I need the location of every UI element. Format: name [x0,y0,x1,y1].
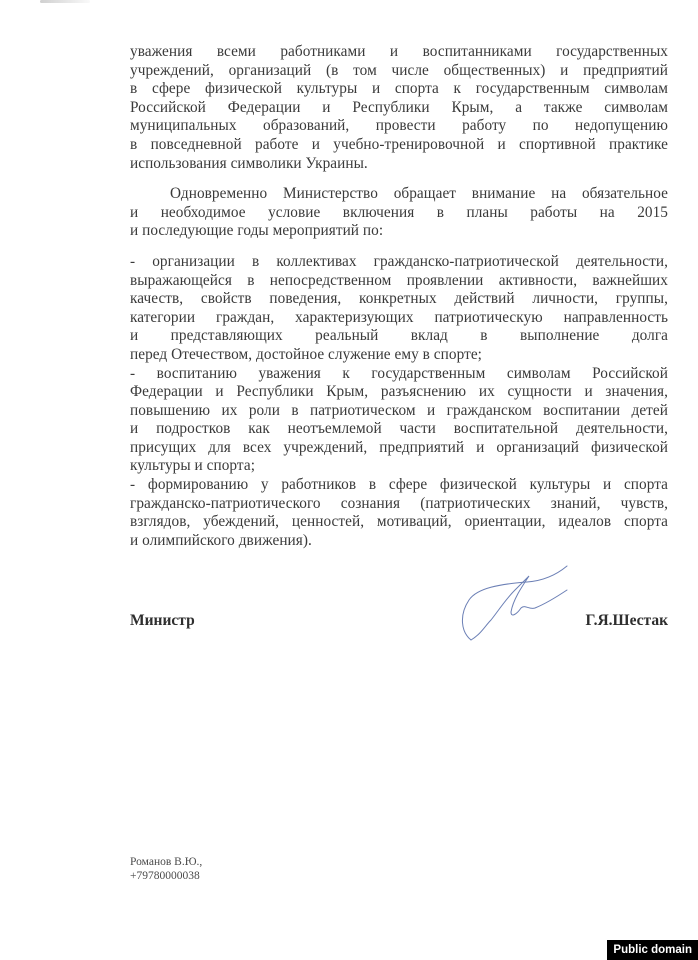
text-line: присущих для всех учреждений, предприятий и организаций физической [130,438,668,456]
paragraph [130,185,668,241]
text-line: и олимпийского движения). [130,531,312,549]
text-line: выражающейся в непосредственном проявлении активности, важнейших [130,271,668,289]
text-line: использования символики Украины. [130,154,368,172]
text-line: Одновременно Министерство обращает внимание на обязательное [170,185,668,203]
text-line: - воспитанию уважения к государственным символам Российской [130,364,668,382]
executor-phone: +79780000038 [130,870,200,882]
text-line: уважения всеми работниками и воспитанниками государственных [130,43,668,60]
scan-artifact [40,0,90,3]
text-line: Российской Федерации и Республики Крым, а также символам [130,98,668,116]
signatory-name: Г.Я.Шестак [585,612,668,629]
text-line: гражданско-патриотического сознания (патриотических знаний, чувств, [130,494,668,512]
text-line: в повседневной работе и учебно-тренировочной и спортивной практике [130,135,668,153]
text-line: и представляющих реальный вклад в выполнение долга [130,327,668,345]
signatory-title: Министр [130,612,195,629]
paragraph-gap [130,173,668,185]
text-line: - формированию у работников в сфере физической культуры и спорта [130,476,668,494]
text-line: перед Отечеством, достойное служение ему в спорте; [130,345,482,363]
text-line: и подростков как неотъемлемой части воспитательной деятельности, [130,420,668,438]
text-line: взглядов, убеждений, ценностей, мотиваций, ориентации, идеалов спорта [130,513,668,531]
text-line: - организации в коллективах гражданско-патриотической деятельности, [130,252,668,270]
text-line: категории граждан, характеризующих патриотическую направленность [130,308,668,326]
text-line: Федерации и Республики Крым, разъяснению их сущности и значения, [130,383,668,401]
text-line: муниципальных образований, провести работу по недопущению [130,117,668,135]
text-line: и необходимое условие включения в планы работы на 2015 [130,203,668,221]
text-line: повышению их роли в патриотическом и гражданском воспитании детей [130,401,668,419]
paragraph [130,253,668,551]
executor-name: Романов В.Ю., [130,856,203,868]
paragraph [130,43,668,173]
signature-row [130,610,668,640]
text-line: в сфере физической культуры и спорта к государственным символам [130,80,668,98]
executor-info [130,855,202,883]
text-line: культуры и спорта; [130,457,255,475]
paragraph-gap [130,241,668,253]
text-line: качеств, свойств поведения, конкретных действий личности, группы, [130,290,668,308]
license-badge: Public domain [607,940,698,960]
text-line: и последующие годы мероприятий по: [130,222,384,240]
text-line: учреждений, организаций (в том числе общественных) и предприятий [130,61,668,79]
letter-body [130,43,668,550]
